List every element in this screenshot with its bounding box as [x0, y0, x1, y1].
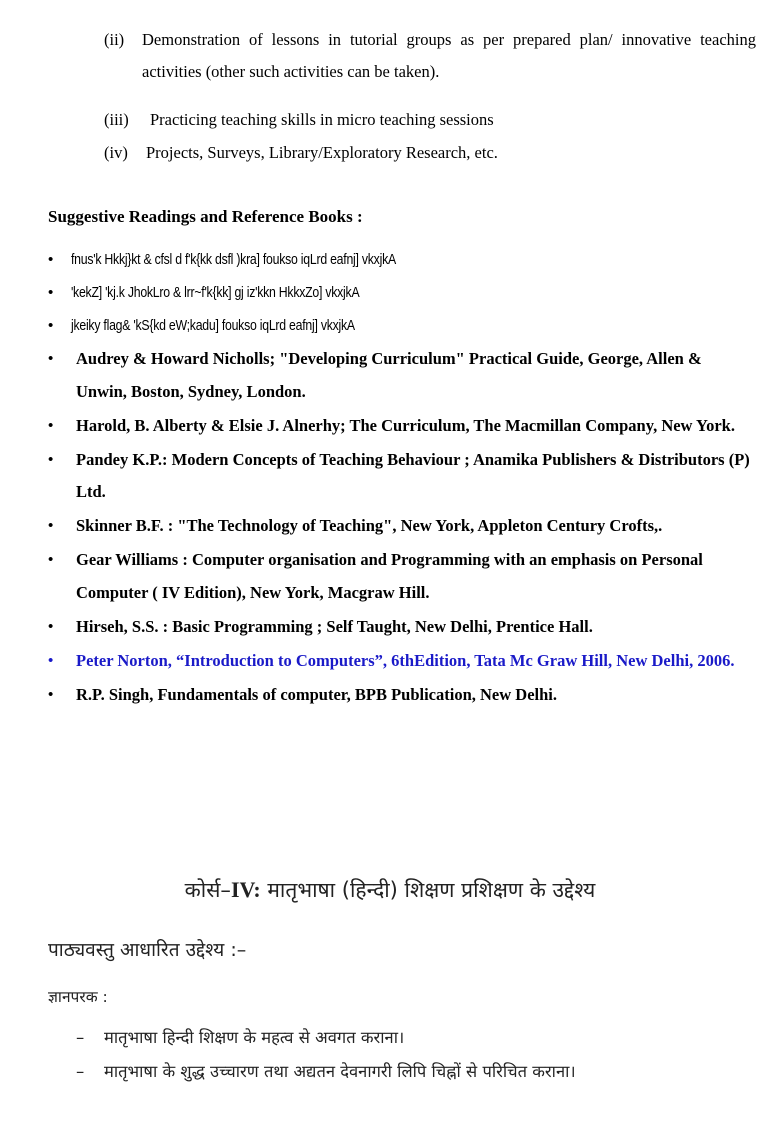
reference-list [48, 244, 753, 713]
reference-item [48, 611, 753, 644]
course-title [0, 876, 780, 904]
reference-item [48, 343, 753, 408]
bullet-icon: • [48, 417, 54, 434]
reference-item [48, 444, 753, 509]
activity-item-iii [104, 104, 756, 136]
reference-item [48, 679, 753, 712]
reference-item [48, 310, 626, 343]
reference-item [48, 645, 753, 678]
reference-text: Audrey & Howard Nicholls; "Developing Curriculum" Practical Guide, George, Allen & Unwin, Boston, Sydney, London. [76, 349, 702, 401]
reference-text: jkeiky flag& 'kS{kd eW;kadu] foukso iqLrd eafnj] vkxjkA [70, 317, 355, 334]
dash-icon: – [76, 1062, 85, 1081]
activity-number: (iv) [104, 143, 128, 162]
activity-text: Demonstration of lessons in tutorial groups as per prepared plan/ innovative teaching activities (other such activities can be taken). [142, 30, 756, 81]
activity-text: Practicing teaching skills in micro teaching sessions [150, 110, 494, 129]
reference-text: R.P. Singh, Fundamentals of computer, BPB Publication, New Delhi. [76, 684, 557, 704]
course-title-number: IV: [230, 877, 261, 902]
activity-item-iv [104, 137, 756, 169]
objective-item [76, 1055, 576, 1089]
course-title-prefix: कोर्स– [184, 878, 231, 902]
reference-text: Skinner B.F. : "The Technology of Teaching", New York, Appleton Century Crofts,. [76, 516, 663, 535]
reference-item [48, 277, 626, 310]
bullet-icon: • [48, 284, 53, 301]
objective-text: मातृभाषा के शुद्ध उच्चारण तथा अद्यतन देवनागरी लिपि चिह्नों से परिचित कराना। [104, 1062, 576, 1081]
course-title-rest: मातृभाषा (हिन्दी) शिक्षण प्रशिक्षण के उद्देश्य [260, 878, 596, 902]
bullet-icon: • [48, 652, 54, 669]
objective-text: मातृभाषा हिन्दी शिक्षण के महत्व से अवगत कराना। [104, 1028, 405, 1047]
objective-item [76, 1021, 576, 1055]
bullet-icon: • [48, 351, 54, 367]
activity-number: (iii) [104, 110, 129, 129]
readings-heading: Suggestive Readings and Reference Books : [48, 207, 363, 226]
reference-text: Peter Norton, “Introduction to Computers”, 6thEdition, Tata Mc Graw Hill, New Delhi, 2006. [76, 650, 735, 670]
reference-text: fnus'k Hkkj}kt & cfsl d f'k{kk dsfl )kra] foukso iqLrd eafnj] vkxjkA [70, 251, 396, 268]
reference-text: 'kekZ] 'kj.k JhokLro & lrr~f'k{kk] gj iz'kkn HkkxZo] vkxjkA [70, 284, 360, 301]
bullet-icon: • [48, 317, 53, 334]
reference-item [48, 244, 626, 277]
objective-category: ज्ञानपरक : [48, 988, 108, 1006]
reference-item [48, 410, 753, 443]
bullet-icon: • [48, 618, 54, 635]
activity-text: Projects, Surveys, Library/Exploratory Research, etc. [146, 143, 498, 162]
bullet-icon: • [48, 251, 53, 268]
dash-icon: – [76, 1028, 85, 1047]
bullet-icon: • [48, 518, 54, 534]
reference-text: Pandey K.P.: Modern Concepts of Teaching Behaviour ; Anamika Publishers & Distributors (P) Ltd. [76, 449, 750, 501]
reference-text: Harold, B. Alberty & Elsie J. Alnerhy; The Curriculum, The Macmillan Company, New York. [76, 415, 735, 435]
activity-item-ii [104, 24, 756, 88]
reference-text: Hirseh, S.S. : Basic Programming ; Self Taught, New Delhi, Prentice Hall. [76, 616, 593, 636]
reference-item [48, 510, 753, 543]
bullet-icon: • [48, 451, 54, 468]
activity-number: (ii) [104, 30, 125, 49]
objective-list [76, 1021, 576, 1089]
reference-item [48, 544, 753, 609]
section-subtitle: पाठ्यवस्तु आधारित उद्देश्य :– [48, 939, 247, 961]
bullet-icon: • [48, 552, 54, 568]
reference-text: Gear Williams : Computer organisation and Programming with an emphasis on Personal Computer ( IV Edition), New York, Macgraw Hill. [76, 550, 703, 602]
bullet-icon: • [48, 686, 54, 703]
